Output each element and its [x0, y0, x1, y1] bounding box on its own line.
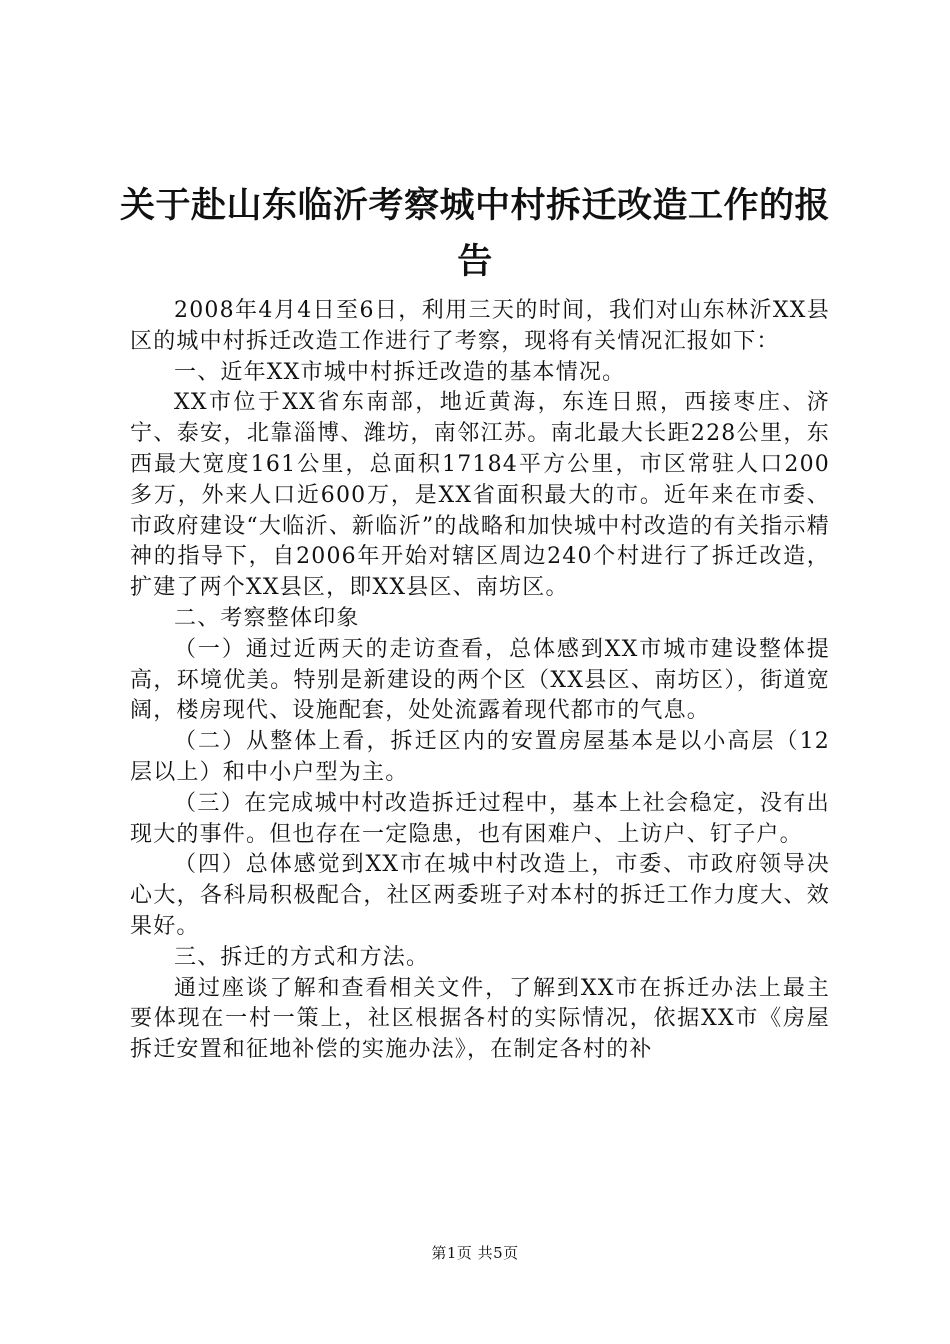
paragraph-intro: 2008年4月4日至6日，利用三天的时间，我们对山东林沂XX县区的城中村拆迁改造工作进行了考察，现将有关情况汇报如下： — [130, 298, 830, 354]
paragraph-impression-3: （三）在完成城中村改造拆迁过程中，基本上社会稳定，没有出现大的事件。但也存在一定隐患，也有困难户、上访户、钉子户。 — [130, 790, 830, 847]
section-heading-3: 三、拆迁的方式和方法。 — [174, 944, 430, 970]
page-number-footer: 第1页 共5页 — [431, 1244, 519, 1262]
section-heading-1: 一、近年XX市城中村拆迁改造的基本情况。 — [174, 359, 626, 385]
paragraph-city-overview: XX市位于XX省东南部，地近黄海，东连日照，西接枣庄、济宁、泰安，北靠淄博、潍坊，南邻江苏。南北最大长距228公里，东西最大宽度161公里，总面积17184平方公里，市区常驻人口200多万，外来人口近600万，是XX省面积最大的市。近年来在市委、市政府建设“大临沂、新临沂”的战略和加快城中村改造的有关指示精神的指导下，自2006年开始对辖区周边240个村进行了拆迁改造，扩建了两个XX县区，即XX县区、南坊区。 — [130, 390, 830, 601]
section-heading-2: 二、考察整体印象 — [174, 605, 360, 631]
document-body — [130, 296, 830, 1066]
document-title: 关于赴山东临沂考察城中村拆迁改造工作的报告 — [119, 186, 830, 282]
paragraph-impression-4: （四）总体感觉到XX市在城中村改造上，市委、市政府领导决心大，各科局积极配合，社区两委班子对本村的拆迁工作力度大、效果好。 — [130, 852, 830, 939]
paragraph-impression-2: （二）从整体上看，拆迁区内的安置房屋基本是以小高层（12层以上）和中小户型为主。 — [130, 729, 830, 785]
paragraph-methods: 通过座谈了解和查看相关文件，了解到XX市在拆迁办法上最主要体现在一村一策上，社区根据各村的实际情况，依据XX市《房屋拆迁安置和征地补偿的实施办法》，在制定各村的补 — [130, 975, 830, 1063]
paragraph-impression-1: （一）通过近两天的走访查看，总体感到XX市城市建设整体提高，环境优美。特别是新建设的两个区（XX县区、南坊区），街道宽阔，楼房现代、设施配套，处处流露着现代都市的气息。 — [130, 636, 830, 724]
